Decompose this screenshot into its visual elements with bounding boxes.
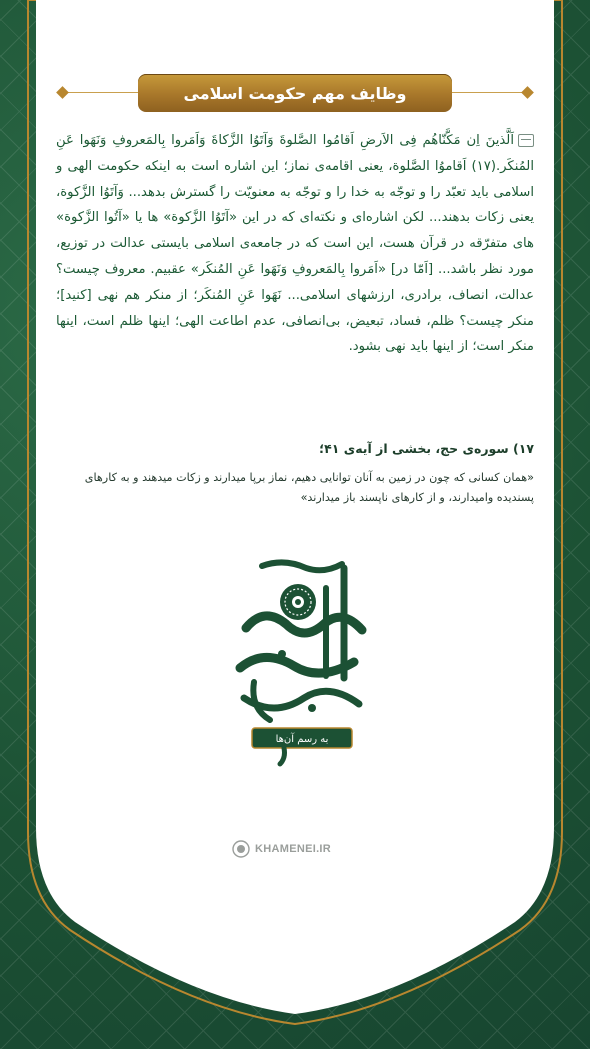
main-paragraph: [56, 128, 534, 360]
site-url: KHAMENEI.IR: [255, 843, 332, 855]
title-rule-right: [452, 92, 528, 93]
title-banner: [138, 74, 452, 112]
footnote-text: «همان کسانی که چون در زمین به آنان توانایی دهیم، نماز برپا میدارند و زکات میدهند و به کارهای پسندیده وامیدارند، و از کارهای ناپسند باز میدارند»: [84, 471, 534, 504]
page-title: وظایف مهم حکومت اسلامی: [183, 83, 407, 103]
khamenei-logo-icon: [232, 840, 250, 858]
rosette-icon: [280, 584, 316, 620]
footnote-title: ۱۷) سوره‌ی حج، بخشی از آیه‌ی ۴۱؛: [319, 441, 534, 456]
site-footer: [232, 838, 362, 860]
title-rule-left: [62, 92, 138, 93]
quran-icon: [518, 134, 534, 147]
calligraphy-logo: [224, 558, 374, 768]
logo-tagline: به رسم آن‌ها: [275, 734, 329, 745]
paragraph-text: اَلَّذینَ اِن مَکَّنّاهُم فِی الاَرضِ اَقامُوا الصَّلوةَ وَآتَوُا الزَّکاةَ وَاَمَروا بِالمَعروفِ وَنَهَوا عَنِ المُنکَر.(۱۷) اَقاموُا الصَّلوة، یعنی اقامه‌ی نماز؛ این اشاره است به اینکه حکومت الهی و اسلامی باید تعبّد را و توجّه به خدا را و توجّه به معنویّت را گسترش بدهد... وَآتَوُا الزَّکوة، یعنی زکات بدهند... لکن اشاره‌ای و نکته‌ای که در این «آتَوُا الزَّکوة» ها یا «آتُوا الزَّکوة» های متفرّقه در قرآن هست، این است که در جامعه‌ی اسلامی بایستی عدالت در توزیع، مورد نظر باشد... [اَمّا در] «اَمَروا بِالمَعروفِ وَنَهَوا عَنِ المُنکَر» عقبیم. معروف چیست؟ عدالت، انصاف، برادری، ارزشهای اسلامی... نَهَوا عَنِ المُنکَر؛ از منکر هم نهی [کنید]؛ منکر چیست؟ ظلم، فساد، تبعیض، بی‌انصافی، عدم اطاعت الهی؛ اینها ظلم است، اینها منکر است؛ از اینها باید نهی بشود.: [56, 133, 534, 355]
